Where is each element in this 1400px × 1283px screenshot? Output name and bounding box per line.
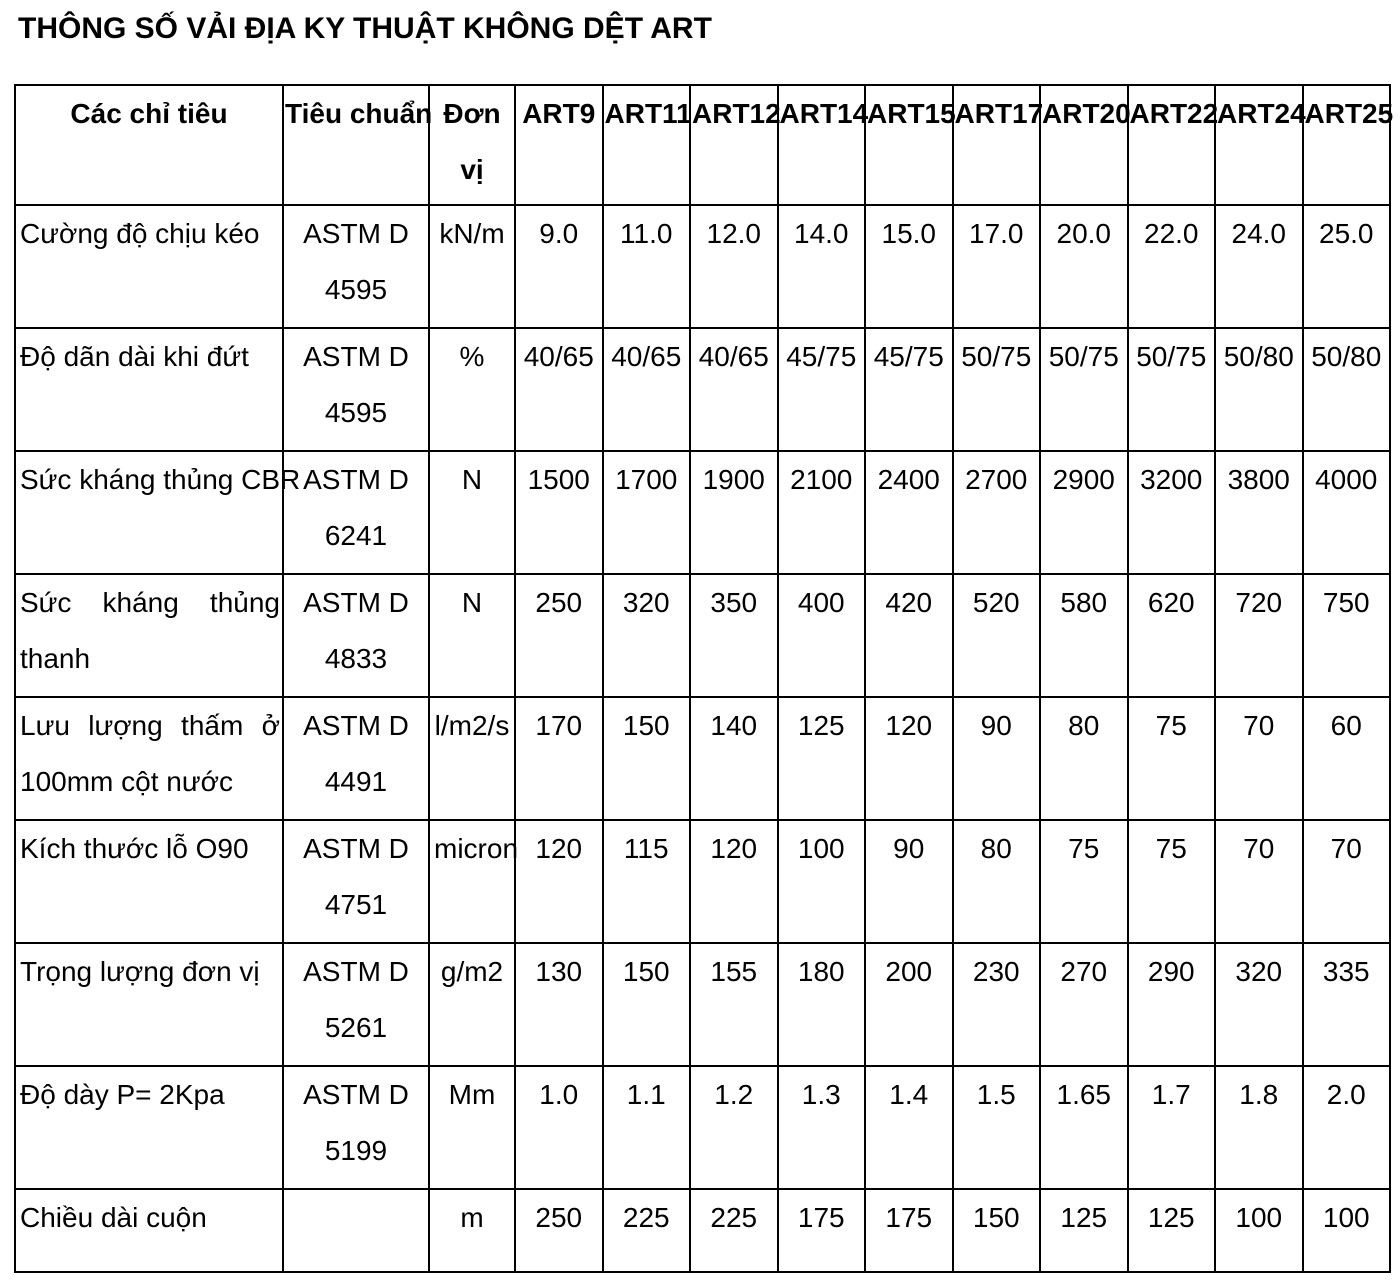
unit-cell: l/m2/s <box>429 697 515 820</box>
criteria-cell: Độ dày P= 2Kpa <box>15 1066 283 1189</box>
column-header-art24: ART24 <box>1215 85 1303 205</box>
value-cell: 620 <box>1128 574 1216 697</box>
value-cell: 15.0 <box>865 205 953 328</box>
column-header-art17: ART17 <box>953 85 1041 205</box>
standard-cell <box>283 1189 429 1272</box>
value-cell: 75 <box>1128 820 1216 943</box>
unit-cell: N <box>429 574 515 697</box>
column-header-art22: ART22 <box>1128 85 1216 205</box>
value-cell: 1900 <box>690 451 778 574</box>
standard-cell: ASTM D 4833 <box>283 574 429 697</box>
criteria-cell: Sức kháng thủng CBR <box>15 451 283 574</box>
value-cell: 24.0 <box>1215 205 1303 328</box>
value-cell: 420 <box>865 574 953 697</box>
value-cell: 45/75 <box>778 328 866 451</box>
value-cell: 40/65 <box>690 328 778 451</box>
column-header-criteria: Các chỉ tiêu <box>15 85 283 205</box>
value-cell: 350 <box>690 574 778 697</box>
value-cell: 50/75 <box>1040 328 1128 451</box>
column-header-unit: Đơn vị <box>429 85 515 205</box>
value-cell: 1.4 <box>865 1066 953 1189</box>
value-cell: 125 <box>1040 1189 1128 1272</box>
value-cell: 335 <box>1303 943 1391 1066</box>
criteria-cell: Lưu lượng thấm ở 100mm cột nước <box>15 697 283 820</box>
unit-cell: Mm <box>429 1066 515 1189</box>
value-cell: 2700 <box>953 451 1041 574</box>
value-cell: 2400 <box>865 451 953 574</box>
value-cell: 130 <box>515 943 603 1066</box>
value-cell: 150 <box>603 697 691 820</box>
value-cell: 3200 <box>1128 451 1216 574</box>
value-cell: 1.2 <box>690 1066 778 1189</box>
value-cell: 17.0 <box>953 205 1041 328</box>
column-header-art11: ART11 <box>603 85 691 205</box>
value-cell: 90 <box>865 820 953 943</box>
standard-cell: ASTM D 4491 <box>283 697 429 820</box>
criteria-cell: Độ dãn dài khi đứt <box>15 328 283 451</box>
value-cell: 175 <box>778 1189 866 1272</box>
value-cell: 2900 <box>1040 451 1128 574</box>
value-cell: 180 <box>778 943 866 1066</box>
criteria-cell: Trọng lượng đơn vị <box>15 943 283 1066</box>
unit-cell: % <box>429 328 515 451</box>
value-cell: 140 <box>690 697 778 820</box>
standard-cell: ASTM D 4595 <box>283 205 429 328</box>
value-cell: 520 <box>953 574 1041 697</box>
column-header-art25: ART25 <box>1303 85 1391 205</box>
value-cell: 120 <box>515 820 603 943</box>
geotextile-spec-table <box>14 84 1394 1273</box>
value-cell: 70 <box>1215 697 1303 820</box>
value-cell: 270 <box>1040 943 1128 1066</box>
value-cell: 100 <box>1215 1189 1303 1272</box>
table-row <box>15 1066 1390 1189</box>
column-header-art20: ART20 <box>1040 85 1128 205</box>
value-cell: 125 <box>778 697 866 820</box>
column-header-art15: ART15 <box>865 85 953 205</box>
value-cell: 45/75 <box>865 328 953 451</box>
value-cell: 1.0 <box>515 1066 603 1189</box>
standard-cell: ASTM D 4595 <box>283 328 429 451</box>
value-cell: 50/75 <box>953 328 1041 451</box>
table-row <box>15 574 1390 697</box>
page-title: THÔNG SỐ VẢI ĐỊA KY THUẬT KHÔNG DỆT ART <box>18 12 712 45</box>
standard-cell: ASTM D 4751 <box>283 820 429 943</box>
value-cell: 2.0 <box>1303 1066 1391 1189</box>
criteria-cell: Chiều dài cuộn <box>15 1189 283 1272</box>
value-cell: 175 <box>865 1189 953 1272</box>
value-cell: 200 <box>865 943 953 1066</box>
value-cell: 75 <box>1128 697 1216 820</box>
value-cell: 170 <box>515 697 603 820</box>
criteria-cell: Cường độ chịu kéo <box>15 205 283 328</box>
value-cell: 1700 <box>603 451 691 574</box>
value-cell: 225 <box>690 1189 778 1272</box>
column-header-art12: ART12 <box>690 85 778 205</box>
value-cell: 1.8 <box>1215 1066 1303 1189</box>
column-header-standard: Tiêu chuẩn <box>283 85 429 205</box>
value-cell: 155 <box>690 943 778 1066</box>
value-cell: 50/75 <box>1128 328 1216 451</box>
value-cell: 125 <box>1128 1189 1216 1272</box>
value-cell: 2100 <box>778 451 866 574</box>
value-cell: 320 <box>603 574 691 697</box>
value-cell: 1.5 <box>953 1066 1041 1189</box>
value-cell: 720 <box>1215 574 1303 697</box>
value-cell: 20.0 <box>1040 205 1128 328</box>
unit-cell: g/m2 <box>429 943 515 1066</box>
table-row <box>15 820 1390 943</box>
value-cell: 750 <box>1303 574 1391 697</box>
unit-cell: micron <box>429 820 515 943</box>
value-cell: 290 <box>1128 943 1216 1066</box>
value-cell: 150 <box>953 1189 1041 1272</box>
table-row <box>15 205 1390 328</box>
value-cell: 3800 <box>1215 451 1303 574</box>
value-cell: 1500 <box>515 451 603 574</box>
table-row <box>15 697 1390 820</box>
value-cell: 1.3 <box>778 1066 866 1189</box>
value-cell: 90 <box>953 697 1041 820</box>
value-cell: 100 <box>1303 1189 1391 1272</box>
value-cell: 230 <box>953 943 1041 1066</box>
header-row <box>15 85 1390 205</box>
value-cell: 120 <box>865 697 953 820</box>
value-cell: 1.1 <box>603 1066 691 1189</box>
criteria-cell: Sức kháng thủng thanh <box>15 574 283 697</box>
value-cell: 4000 <box>1303 451 1391 574</box>
unit-cell: kN/m <box>429 205 515 328</box>
value-cell: 115 <box>603 820 691 943</box>
value-cell: 70 <box>1303 820 1391 943</box>
value-cell: 50/80 <box>1215 328 1303 451</box>
value-cell: 80 <box>953 820 1041 943</box>
standard-cell: ASTM D 5199 <box>283 1066 429 1189</box>
value-cell: 225 <box>603 1189 691 1272</box>
table-row <box>15 328 1390 451</box>
standard-cell: ASTM D 6241 <box>283 451 429 574</box>
value-cell: 100 <box>778 820 866 943</box>
value-cell: 22.0 <box>1128 205 1216 328</box>
value-cell: 50/80 <box>1303 328 1391 451</box>
value-cell: 14.0 <box>778 205 866 328</box>
value-cell: 120 <box>690 820 778 943</box>
table-row <box>15 943 1390 1066</box>
value-cell: 320 <box>1215 943 1303 1066</box>
value-cell: 1.7 <box>1128 1066 1216 1189</box>
value-cell: 250 <box>515 574 603 697</box>
value-cell: 1.65 <box>1040 1066 1128 1189</box>
value-cell: 400 <box>778 574 866 697</box>
value-cell: 12.0 <box>690 205 778 328</box>
unit-cell: N <box>429 451 515 574</box>
value-cell: 25.0 <box>1303 205 1391 328</box>
value-cell: 60 <box>1303 697 1391 820</box>
value-cell: 80 <box>1040 697 1128 820</box>
column-header-art9: ART9 <box>515 85 603 205</box>
table-row <box>15 451 1390 574</box>
value-cell: 75 <box>1040 820 1128 943</box>
value-cell: 70 <box>1215 820 1303 943</box>
standard-cell: ASTM D 5261 <box>283 943 429 1066</box>
table-row <box>15 1189 1390 1272</box>
value-cell: 250 <box>515 1189 603 1272</box>
criteria-cell: Kích thước lỗ O90 <box>15 820 283 943</box>
value-cell: 150 <box>603 943 691 1066</box>
value-cell: 11.0 <box>603 205 691 328</box>
value-cell: 40/65 <box>515 328 603 451</box>
value-cell: 580 <box>1040 574 1128 697</box>
column-header-art14: ART14 <box>778 85 866 205</box>
unit-cell: m <box>429 1189 515 1272</box>
value-cell: 9.0 <box>515 205 603 328</box>
value-cell: 40/65 <box>603 328 691 451</box>
